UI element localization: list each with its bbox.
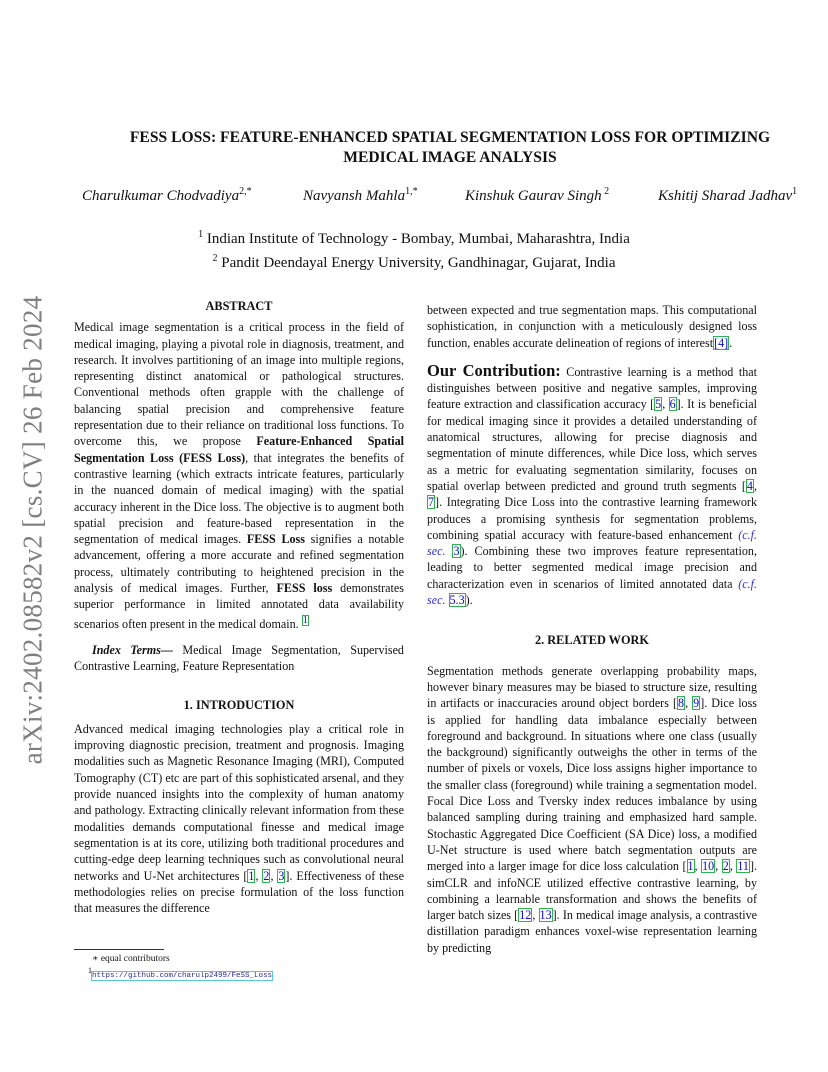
affiliation-text: Indian Institute of Technology - Bombay, Mumbai, Maharashtra, India	[203, 231, 630, 247]
footnotes	[74, 949, 404, 982]
contribution-paragraph: Our Contribution: Contrastive learning is a method that distinguishes between positive and negative samples, improving feature extraction and classification accuracy [5, 6]. It is beneficial for medical imaging since it provides a detailed understanding of anatomical structures, allowing for precise diagnosis and segmentation of minute differences, while Dice loss, which serves as a metric for evaluating segmentation similarity, focuses on spatial overlap between predicted and ground truth segments [4, 7]. Integrating Dice Loss into the contrastive learning framework produces a promising synthesis for segmentation problems, combining spatial accuracy with feature-based enhancement (c.f. sec. 3). Combining these two improves feature representation, leading to better segmented medical image precision and characterization even in scenarios of limited annotated data (c.f. sec. 5.3).	[427, 360, 758, 608]
intro-text: ]. Effectiveness of these methodologies relies on precise formulation of the loss function that measures the difference	[74, 868, 404, 916]
related-text: ]. In medical image analysis, a contrastive distillation paradigm enhances voxel-wise representation learning by predicting	[427, 908, 757, 955]
abstract-bold: FESS loss	[276, 581, 333, 596]
citation-link[interactable]: 13	[539, 908, 552, 923]
citation-link[interactable]: 1	[687, 859, 694, 874]
index-terms	[74, 642, 404, 675]
citation-link[interactable]: 11	[737, 859, 749, 874]
affiliation-text: Pandit Deendayal Energy University, Gandhinagar, Gujarat, India	[217, 255, 616, 271]
related-work-heading: 2. RELATED WORK	[535, 633, 649, 648]
author-affil-mark: 2	[601, 186, 610, 197]
author-name: Kshitij Sharad Jadhav	[658, 188, 793, 204]
intro-text: Advanced medical imaging technologies play a critical role in improving diagnostic precision, treatment and prognosis. Imaging modalities such as Magnetic Resonance Imaging (MRI), Computed Tomography (CT) etc are part of this sophisticated arsenal, and they provide nuanced insights into the complexity of human anatomy and pathology. Extracting clinically relevant information from these modalities demands computational finesse and medical image segmentation is at its core, utilizing both traditional procedures and cutting-edge deep learning techniques such as convolutional neural networks and U-Net architectures [	[74, 721, 404, 883]
citation-link[interactable]: 9	[693, 696, 700, 711]
contribution-text: Contrastive learning is a method that distinguishes between positive and negative samples, improving feature extraction and classification accuracy [	[427, 364, 757, 412]
citation-link[interactable]: 12	[519, 908, 532, 923]
affiliation-2	[0, 249, 828, 273]
right-column	[427, 302, 757, 956]
related-work-body: Segmentation methods generate overlapping probability maps, however binary measures may be biased to structure size, resulting in artifacts or inaccuracies around object borders [8, 9]. Dice loss is applied for handling data imbalance especially between foreground and background. In situations where one class (usually the background) significantly outweighs the other in terms of the number of pixels or voxels, Dice loss assigns higher importance to the smaller class (foreground) while training a segmentation model. Focal Dice Loss and Tversky index reduces imbalance by using balanced sampling during training and emphasized hard sample. Stochastic Aggregated Dice Coefficient (SA Dice) loss, a modified U-Net structure is used where batch segmentation outputs are merged into a larger image for dice loss calculation [1, 10, 2, 11]. simCLR and infoNCE utilized effective contrastive learning, by combining a learnable transformation and shows the benefits of larger batch sizes [12, 13]. In medical image analysis, a contrastive distillation paradigm enhances voxel-wise representation learning by predicting	[427, 663, 758, 955]
related-text: ]. Dice loss is applied for handling data imbalance especially between foreground and background. In situations where one class (usually the background) significantly outweighs the other in terms of the number of pixels or voxels, Dice loss assigns higher importance to the smaller class (foreground) while training a segmentation model. Focal Dice Loss and Tversky index reduces imbalance by using balanced sampling during training and emphasized hard sample. Stochastic Aggregated Dice Coefficient (SA Dice) loss, a modified U-Net structure is used where batch segmentation outputs are merged into a larger image for dice loss calculation [	[427, 696, 758, 874]
footnote-rule	[74, 949, 164, 950]
contribution-text: ]. Integrating Dice Loss into the contrastive learning framework produces a promising synthesis for segmentation problems, combining spatial accuracy with feature-based enhancement	[427, 495, 757, 542]
footnote-1	[74, 965, 404, 982]
introduction-body: Advanced medical imaging technologies play a critical role in improving diagnostic precision, treatment and prognosis. Imaging modalities such as Magnetic Resonance Imaging (MRI), Computed Tomography (CT) etc are part of this sophisticated arsenal, and they provide nuanced insights into the complexity of human anatomy and pathology. Extracting clinically relevant information from these modalities demands computational finesse and medical image segmentation is at its core, utilizing both traditional procedures and cutting-edge deep learning techniques such as convolutional neural networks and U-Net architectures [1, 2, 3]. Effectiveness of these methodologies relies on precise formulation of the loss function that measures the difference	[74, 721, 404, 916]
citation-link[interactable]: 4	[746, 478, 753, 493]
abstract-text: , that integrates the benefits of contrastive learning (which extracts intricate features, particularly in the nuanced domain of medical imaging) with the spatial accuracy inherent in the Dice loss. The objective is to augment both spatial precision and feature-based representation in the segmentation of medical images.	[74, 450, 404, 547]
author-2	[303, 186, 418, 205]
index-terms-label: Index Terms—	[92, 642, 173, 657]
related-text: ]. simCLR and infoNCE utilized effective contrastive learning, by combining a learnable transformation and shows the benefits of larger batch sizes [	[427, 859, 758, 923]
author-name: Navyansh Mahla	[303, 188, 406, 204]
citation-link[interactable]: 2	[263, 868, 270, 883]
author-3	[465, 186, 609, 205]
section-link[interactable]: 5.3	[449, 593, 465, 608]
citation-link[interactable]: 3	[278, 868, 285, 883]
affiliations	[0, 225, 828, 273]
author-affil-mark: 1	[792, 186, 798, 197]
citation-link[interactable]: [4]	[714, 335, 729, 350]
author-list	[0, 186, 828, 208]
section-reference: (c.f. sec.	[427, 576, 757, 608]
related-text: Segmentation methods generate overlapping probability maps, however binary measures may be biased to structure size, resulting in artifacts or inaccuracies around object borders [	[427, 663, 757, 711]
affiliation-number: 1	[198, 229, 204, 240]
citation-link[interactable]: 7	[428, 495, 435, 510]
footnote-marker-link[interactable]: 1	[302, 614, 308, 626]
arxiv-stamp-text: arXiv:2402.08582v2 [cs.CV] 26 Feb 2024	[17, 295, 48, 765]
index-terms-text: Medical Image Segmentation, Supervised Contrastive Learning, Feature Representation	[74, 642, 404, 674]
contribution-text: ). Combining these two improves feature representation, leading to better segmented medical image precision and characterization even in scenarios of limited annotated data	[427, 544, 757, 591]
author-affil-mark: 2,*	[239, 186, 252, 197]
author-affil-mark: 1,*	[405, 186, 418, 197]
abstract-body	[74, 319, 404, 632]
author-name: Kinshuk Gaurav Singh	[465, 188, 602, 204]
author-4	[658, 186, 797, 205]
intro-text: .	[729, 335, 733, 350]
contribution-text: ).	[465, 593, 473, 608]
contribution-heading: Our Contribution:	[427, 360, 561, 380]
abstract-bold: FESS Loss	[246, 532, 305, 547]
footnote-equal-contrib: ∗ equal contributors	[92, 954, 170, 964]
github-link[interactable]: https://github.com/charulp2499/FeSS_Loss	[91, 972, 272, 981]
abstract-text: signifies a notable advancement, offering a more accurate and refined segmentation process, ultimately contributing to heightened precision in the analysis of medical images. Further,	[74, 532, 404, 596]
left-column	[74, 298, 404, 916]
contribution-text: ]. It is beneficial for medical imaging since it provides a detailed understanding of anatomical structures, allowing for precise diagnosis and segmentation of minute differences, while Dice loss, which serves as a metric for evaluating segmentation similarity, focuses on spatial overlap between predicted and ground truth segments [	[427, 397, 758, 493]
citation-link[interactable]: 6	[669, 397, 676, 412]
arxiv-stamp	[8, 290, 58, 770]
section-reference: (c.f. sec.	[427, 527, 757, 559]
citation-link[interactable]: 1	[248, 868, 255, 883]
introduction-heading: 1. INTRODUCTION	[183, 697, 295, 712]
intro-text: between expected and true segmentation maps. This computational sophistication, in conjunction with a meticulously designed loss function, enables accurate delineation of regions of interest	[427, 303, 757, 350]
intro-continued	[427, 302, 757, 351]
author-1	[82, 186, 252, 205]
abstract-text: demonstrates superior performance in limited annotated data availability scenarios often present in the medical domain.	[74, 581, 404, 631]
affiliation-1	[0, 225, 828, 249]
title-line-1: FESS LOSS: FEATURE-ENHANCED SPATIAL SEGMENTATION LOSS FOR OPTIMIZING	[129, 129, 771, 146]
title-line-2: MEDICAL IMAGE ANALYSIS	[343, 149, 557, 166]
citation-link[interactable]: 10	[702, 859, 715, 874]
section-link[interactable]: 3	[453, 544, 460, 559]
abstract-heading: ABSTRACT	[205, 299, 273, 313]
abstract-text: Medical image segmentation is a critical process in the field of medical imaging, playing a pivotal role in diagnosis, treatment, and research. It involves partitioning of an image into multiple regions, representing distinct anatomical or pathological structures. Conventional methods often grapple with the challenge of balancing spatial precision and comprehensive feature representation due to their reliance on traditional loss functions. To overcome this, we propose	[74, 320, 404, 449]
author-name: Charulkumar Chodvadiya	[82, 188, 240, 204]
citation-link[interactable]: 2	[722, 859, 729, 874]
citation-link[interactable]: 8	[678, 696, 685, 711]
affiliation-number: 2	[212, 253, 218, 264]
footnote-number: 1	[88, 966, 92, 975]
abstract-bold: Feature-Enhanced Spatial Segmentation Loss (FESS Loss)	[74, 434, 404, 465]
citation-link[interactable]: 5	[655, 397, 662, 412]
paper-title	[70, 128, 828, 168]
